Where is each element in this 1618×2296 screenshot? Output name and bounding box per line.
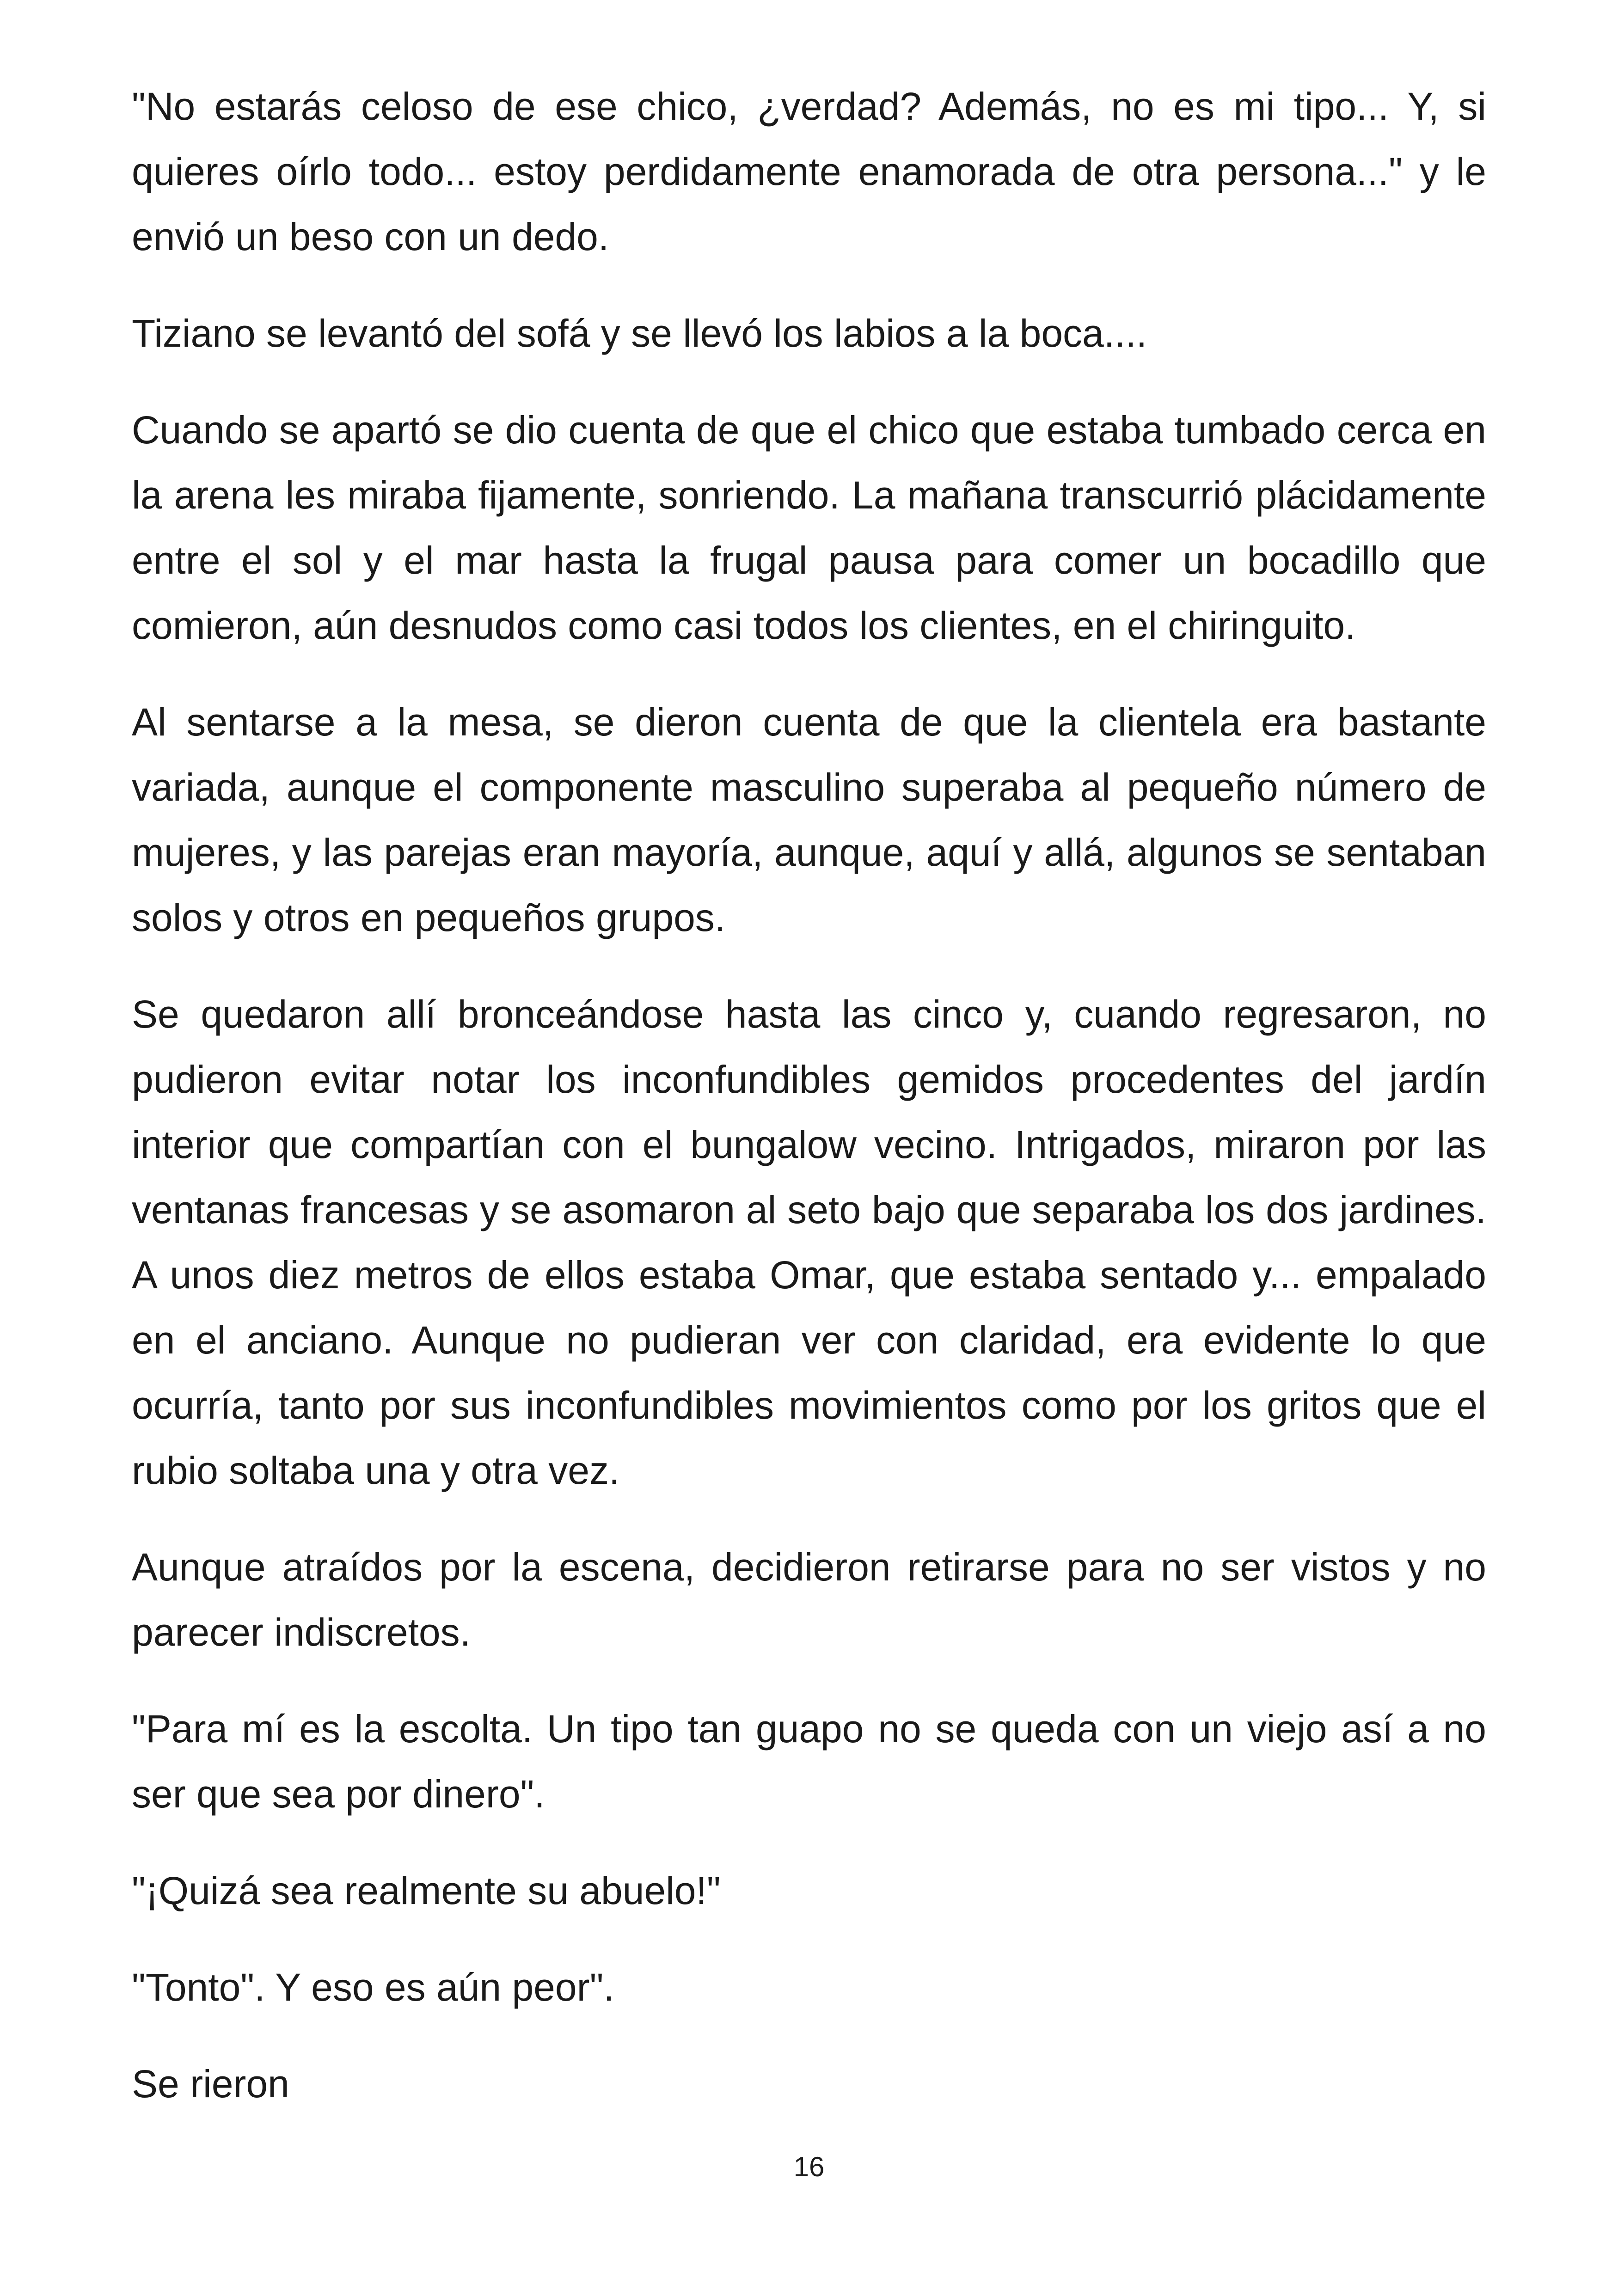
paragraph-7: "Para mí es la escolta. Un tipo tan guapo no se queda con un viejo así a no ser que sea por dinero". (132, 1707, 1486, 1816)
paragraph-9: "Tonto". Y eso es aún peor". (132, 1965, 614, 2009)
paragraph-1: "No estarás celoso de ese chico, ¿verdad? Además, no es mi tipo... Y, si quieres oírlo todo... estoy perdidamente enamorada de otra persona..." y le envió un beso con un dedo. (132, 85, 1486, 258)
page-number: 16 (793, 2151, 825, 2182)
paragraph-8: "¡Quizá sea realmente su abuelo!" (132, 1869, 721, 1912)
body-text (132, 74, 1486, 2117)
paragraph-5: Se quedaron allí bronceándose hasta las cinco y, cuando regresaron, no pudieron evitar notar los inconfundibles gemidos procedentes del jardín interior que compartían con el bungalow vecino. Intrigados, miraron por las ventanas francesas y se asomaron al seto bajo que separaba los dos jardines. A unos diez metros de ellos estaba Omar, que estaba sentado y... empalado en el anciano. Aunque no pudieran ver con claridad, era evidente lo que ocurría, tanto por sus inconfundibles movimientos como por los gritos que el rubio soltaba una y otra vez. (132, 992, 1486, 1492)
paragraph-10: Se rieron (132, 2062, 289, 2106)
paragraph-4: Al sentarse a la mesa, se dieron cuenta de que la clientela era bastante variada, aunque el componente masculino superaba al pequeño número de mujeres, y las parejas eran mayoría, aunque, aquí y allá, algunos se sentaban solos y otros en pequeños grupos. (132, 700, 1486, 939)
paragraph-2: Tiziano se levantó del sofá y se llevó los labios a la boca.... (132, 312, 1147, 355)
paragraph-6: Aunque atraídos por la escena, decidieron retirarse para no ser vistos y no parecer indiscretos. (132, 1545, 1486, 1654)
paragraph-3: Cuando se apartó se dio cuenta de que el chico que estaba tumbado cerca en la arena les miraba fijamente, sonriendo. La mañana transcurrió plácidamente entre el sol y el mar hasta la frugal pausa para comer un bocadillo que comieron, aún desnudos como casi todos los clientes, en el chiringuito. (132, 408, 1486, 647)
